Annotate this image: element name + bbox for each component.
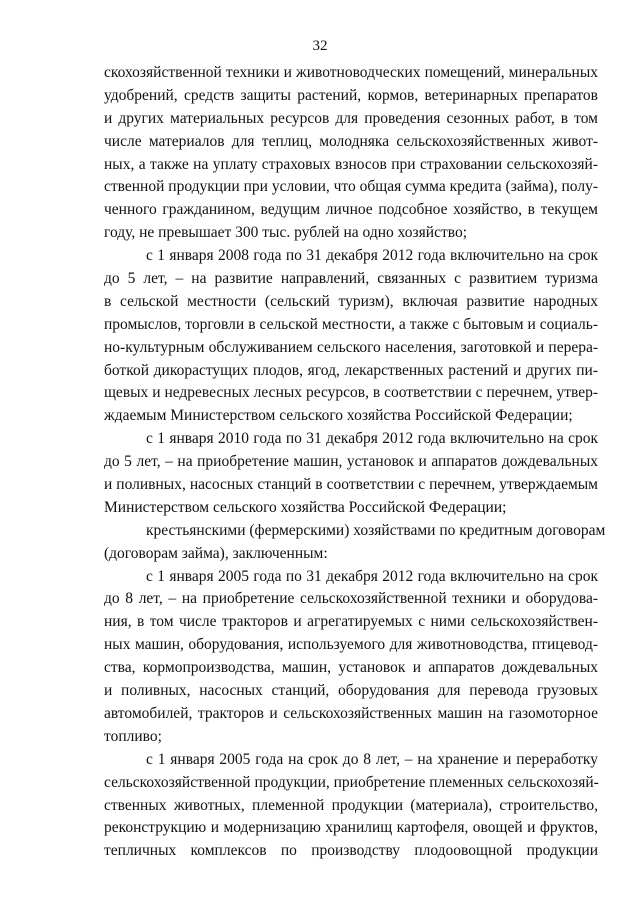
text-line: ных, а также на уплату страховых взносов при страховании сельскохозяй- — [104, 155, 598, 173]
page-number: 32 — [312, 38, 328, 54]
text-line: и поливных, насосных станций в соответствии с перечнем, утверждаемым — [104, 476, 598, 494]
text-line: ченного гражданином, ведущим личное подсобное хозяйство, в текущем — [104, 201, 598, 219]
text-line: и поливных, насосных станций, оборудования для перевода грузовых — [104, 682, 598, 700]
text-line: автомобилей, тракторов и сельскохозяйственных машин на газомоторное — [104, 704, 598, 722]
text-line: щевых и недревесных лесных ресурсов, в соответствии с перечнем, утвер- — [104, 384, 598, 402]
paragraph — [104, 428, 598, 520]
text-line: с 1 января 2005 года по 31 декабря 2012 года включительно на срок — [146, 567, 598, 585]
text-line: ния, в том числе тракторов и агрегатируемых с ними сельскохозяйствен- — [104, 613, 598, 631]
text-line: до 5 лет, – на приобретение машин, установок и аппаратов дождевальных — [104, 453, 598, 471]
text-line: скохозяйственной техники и животноводческих помещений, минеральных — [104, 64, 598, 81]
text-line: с 1 января 2005 года на срок до 8 лет, – на хранение и переработку — [146, 750, 598, 768]
text-line: в сельской местности (сельский туризм), включая развитие народных — [104, 292, 598, 310]
text-line: сельскохозяйственной продукции, приобретение племенных сельскохозяй- — [104, 773, 599, 791]
text-line: и других материальных ресурсов для проведения сезонных работ, в том — [104, 109, 598, 127]
document-body — [104, 62, 606, 863]
text-line: крестьянскими (фермерскими) хозяйствами по кредитным договорам — [146, 521, 606, 539]
text-line: с 1 января 2008 года по 31 декабря 2012 года включительно на срок — [146, 247, 598, 265]
text-line: удобрений, средств защиты растений, кормов, ветеринарных препаратов — [104, 86, 598, 104]
text-line: промыслов, торговли в сельской местности, а также с бытовым и социаль- — [104, 315, 598, 333]
text-line: боткой дикорастущих плодов, ягод, лекарственных растений и других пи- — [104, 361, 598, 379]
text-line: тепличных комплексов по производству плодоовощной продукции — [104, 842, 598, 860]
text-line: с 1 января 2010 года по 31 декабря 2012 года включительно на срок — [146, 430, 598, 448]
text-line: году, не превышает 300 тыс. рублей на одно хозяйство; — [104, 224, 468, 242]
paragraph — [104, 566, 598, 749]
paragraph — [104, 749, 598, 863]
text-line: ждаемым Министерством сельского хозяйства Российской Федерации; — [104, 407, 573, 425]
paragraph — [104, 520, 606, 566]
text-line: (договорам займа), заключенным: — [104, 544, 328, 562]
text-line: реконструкцию и модернизацию хранилищ картофеля, овощей и фруктов, — [104, 819, 598, 837]
text-line: до 8 лет, – на приобретение сельскохозяйственной техники и оборудова- — [104, 590, 598, 608]
text-line: топливо; — [104, 727, 162, 745]
text-line: Министерством сельского хозяйства Российской Федерации; — [104, 498, 507, 516]
paragraph — [104, 245, 598, 428]
paragraph — [104, 62, 598, 245]
text-line: но-культурным обслуживанием сельского населения, заготовкой и перера- — [104, 338, 598, 356]
text-line: ственных животных, племенной продукции (материала), строительство, — [104, 796, 598, 814]
text-line: ственной продукции при условии, что общая сумма кредита (займа), полу- — [104, 178, 598, 196]
text-line: ных машин, оборудования, используемого для животноводства, птицевод- — [104, 636, 598, 654]
text-line: числе материалов для теплиц, молодняка сельскохозяйственных живот- — [104, 132, 598, 150]
text-line: ства, кормопроизводства, машин, установок и аппаратов дождевальных — [104, 659, 598, 677]
text-line: до 5 лет, – на развитие направлений, связанных с развитием туризма — [104, 270, 598, 288]
